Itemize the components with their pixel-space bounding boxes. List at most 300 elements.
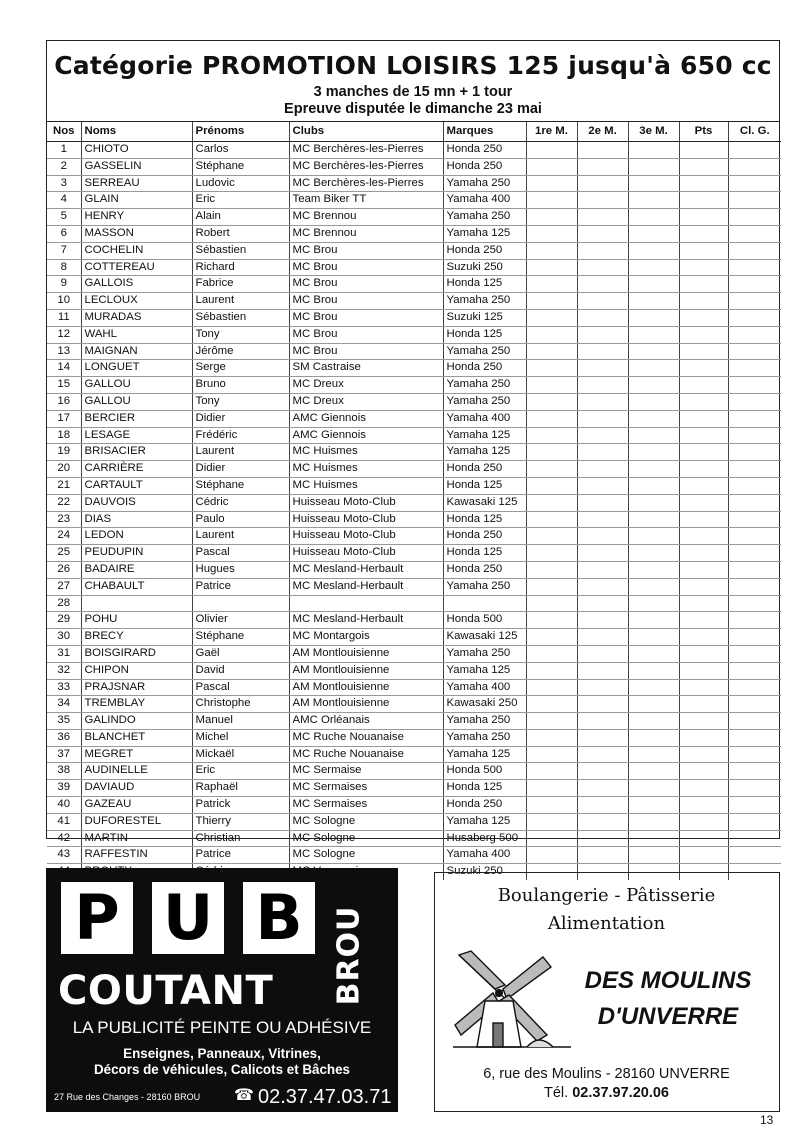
result-manche-1 — [526, 360, 577, 377]
cell-nom: CARTAULT — [81, 477, 192, 494]
cell-num: 18 — [47, 427, 81, 444]
result-manche-1 — [526, 595, 577, 612]
result-points — [679, 578, 728, 595]
result-classement — [728, 612, 781, 629]
cell-marque: Yamaha 125 — [443, 746, 526, 763]
cell-nom: TREMBLAY — [81, 696, 192, 713]
result-classement — [728, 830, 781, 847]
result-classement — [728, 209, 781, 226]
result-points — [679, 696, 728, 713]
cell-marque: Yamaha 250 — [443, 645, 526, 662]
result-manche-3 — [628, 461, 679, 478]
result-classement — [728, 713, 781, 730]
cell-club: AMC Giennois — [289, 427, 443, 444]
cell-nom: DAVIAUD — [81, 780, 192, 797]
pub-services-line1: Enseignes, Panneaux, Vitrines, — [123, 1046, 321, 1061]
ad-pub-coutant — [46, 868, 398, 1112]
result-classement — [728, 410, 781, 427]
table-header-row — [47, 122, 781, 142]
result-manche-3 — [628, 326, 679, 343]
result-points — [679, 242, 728, 259]
result-manche-3 — [628, 662, 679, 679]
result-manche-2 — [577, 713, 628, 730]
result-manche-2 — [577, 360, 628, 377]
header-manche-3: 3e M. — [628, 122, 679, 142]
result-manche-1 — [526, 158, 577, 175]
result-manche-3 — [628, 595, 679, 612]
result-manche-1 — [526, 746, 577, 763]
cell-marque: Yamaha 125 — [443, 444, 526, 461]
cell-nom: DAUVOIS — [81, 494, 192, 511]
result-manche-2 — [577, 192, 628, 209]
cell-prenom: Sébastien — [192, 242, 289, 259]
result-points — [679, 326, 728, 343]
result-manche-3 — [628, 746, 679, 763]
cell-num: 9 — [47, 276, 81, 293]
result-manche-1 — [526, 326, 577, 343]
result-manche-2 — [577, 511, 628, 528]
cell-nom: POHU — [81, 612, 192, 629]
cell-prenom: Tony — [192, 393, 289, 410]
pub-letter-u: U — [152, 882, 224, 954]
cell-num: 7 — [47, 242, 81, 259]
cell-prenom: Cédric — [192, 494, 289, 511]
result-manche-2 — [577, 746, 628, 763]
cell-prenom: Fabrice — [192, 276, 289, 293]
result-manche-2 — [577, 763, 628, 780]
boul-name-line2: D'UNVERRE — [597, 1003, 739, 1030]
result-manche-1 — [526, 175, 577, 192]
result-manche-1 — [526, 427, 577, 444]
cell-marque: Yamaha 250 — [443, 578, 526, 595]
cell-prenom: David — [192, 662, 289, 679]
cell-club: MC Huismes — [289, 444, 443, 461]
cell-marque: Suzuki 250 — [443, 259, 526, 276]
cell-prenom: Manuel — [192, 713, 289, 730]
cell-num: 30 — [47, 629, 81, 646]
cell-marque: Honda 125 — [443, 477, 526, 494]
result-manche-3 — [628, 410, 679, 427]
result-manche-3 — [628, 713, 679, 730]
header-club: Clubs — [289, 122, 443, 142]
result-manche-2 — [577, 259, 628, 276]
cell-nom: BADAIRE — [81, 561, 192, 578]
result-points — [679, 679, 728, 696]
result-manche-3 — [628, 545, 679, 562]
cell-club: MC Ruche Nouanaise — [289, 746, 443, 763]
table-row — [47, 746, 781, 763]
cell-marque: Yamaha 400 — [443, 410, 526, 427]
result-points — [679, 192, 728, 209]
result-manche-1 — [526, 209, 577, 226]
result-points — [679, 293, 728, 310]
boul-heading: Boulangerie - Pâtisserie — [497, 885, 716, 906]
result-manche-2 — [577, 528, 628, 545]
table-row — [47, 158, 781, 175]
cell-marque: Honda 250 — [443, 561, 526, 578]
result-classement — [728, 595, 781, 612]
cell-nom: GALLOU — [81, 377, 192, 394]
cell-prenom: Christian — [192, 830, 289, 847]
table-row — [47, 662, 781, 679]
cell-club: MC Brou — [289, 242, 443, 259]
result-manche-3 — [628, 477, 679, 494]
result-manche-2 — [577, 410, 628, 427]
table-row — [47, 679, 781, 696]
cell-marque: Honda 250 — [443, 360, 526, 377]
cell-num: 3 — [47, 175, 81, 192]
cell-nom: SERREAU — [81, 175, 192, 192]
cell-club: MC Dreux — [289, 377, 443, 394]
boul-name-line1: DES MOULINS — [584, 967, 752, 994]
cell-num: 32 — [47, 662, 81, 679]
cell-club: MC Dreux — [289, 393, 443, 410]
cell-club: AM Montlouisienne — [289, 662, 443, 679]
pub-services-line2: Décors de véhicules, Calicots et Bâches — [93, 1062, 351, 1077]
cell-prenom: Pascal — [192, 545, 289, 562]
result-manche-2 — [577, 578, 628, 595]
page-number: 13 — [760, 1113, 774, 1127]
cell-prenom: Sébastien — [192, 309, 289, 326]
cell-marque: Honda 125 — [443, 326, 526, 343]
cell-club: MC Mesland-Herbault — [289, 578, 443, 595]
result-points — [679, 494, 728, 511]
table-row — [47, 645, 781, 662]
cell-prenom: Thierry — [192, 813, 289, 830]
result-points — [679, 612, 728, 629]
cell-prenom: Serge — [192, 360, 289, 377]
result-manche-2 — [577, 696, 628, 713]
boul-phone-label: Tél. — [544, 1085, 569, 1101]
cell-club: AM Montlouisienne — [289, 679, 443, 696]
cell-nom: MAIGNAN — [81, 343, 192, 360]
cell-num: 31 — [47, 645, 81, 662]
result-classement — [728, 309, 781, 326]
result-manche-3 — [628, 645, 679, 662]
cell-num: 41 — [47, 813, 81, 830]
result-classement — [728, 494, 781, 511]
cell-nom: HENRY — [81, 209, 192, 226]
table-row — [47, 293, 781, 310]
cell-club: Huisseau Moto-Club — [289, 494, 443, 511]
cell-nom: BRISACIER — [81, 444, 192, 461]
result-manche-1 — [526, 461, 577, 478]
result-manche-2 — [577, 158, 628, 175]
result-manche-1 — [526, 511, 577, 528]
cell-marque: Honda 125 — [443, 545, 526, 562]
result-manche-1 — [526, 578, 577, 595]
result-classement — [728, 645, 781, 662]
result-points — [679, 830, 728, 847]
cell-marque: Honda 500 — [443, 763, 526, 780]
table-row — [47, 696, 781, 713]
result-manche-3 — [628, 612, 679, 629]
cell-nom: LONGUET — [81, 360, 192, 377]
result-manche-1 — [526, 494, 577, 511]
cell-prenom: Gaël — [192, 645, 289, 662]
result-classement — [728, 746, 781, 763]
result-points — [679, 528, 728, 545]
result-points — [679, 444, 728, 461]
result-classement — [728, 629, 781, 646]
result-manche-3 — [628, 561, 679, 578]
cell-nom: MARTIN — [81, 830, 192, 847]
result-classement — [728, 729, 781, 746]
cell-marque: Honda 250 — [443, 242, 526, 259]
result-manche-2 — [577, 595, 628, 612]
table-row — [47, 326, 781, 343]
cell-nom: MASSON — [81, 225, 192, 242]
cell-marque: Kawasaki 250 — [443, 696, 526, 713]
cell-club: MC Berchères-les-Pierres — [289, 142, 443, 159]
table-row — [47, 578, 781, 595]
result-manche-1 — [526, 343, 577, 360]
cell-nom: PRAJSNAR — [81, 679, 192, 696]
cell-nom: BRECY — [81, 629, 192, 646]
cell-club: SM Castraise — [289, 360, 443, 377]
result-points — [679, 477, 728, 494]
cell-num: 16 — [47, 393, 81, 410]
cell-club: Huisseau Moto-Club — [289, 545, 443, 562]
cell-nom: GLAIN — [81, 192, 192, 209]
result-manche-1 — [526, 192, 577, 209]
race-date: Epreuve disputée le dimanche 23 mai — [284, 101, 542, 117]
result-manche-2 — [577, 729, 628, 746]
result-classement — [728, 813, 781, 830]
result-points — [679, 847, 728, 864]
cell-num: 24 — [47, 528, 81, 545]
result-manche-1 — [526, 477, 577, 494]
cell-nom: COCHELIN — [81, 242, 192, 259]
table-row — [47, 410, 781, 427]
cell-prenom: Alain — [192, 209, 289, 226]
result-manche-1 — [526, 528, 577, 545]
boul-phone: 02.37.97.20.06 — [572, 1085, 669, 1101]
pub-letter-p: P — [61, 882, 133, 954]
cell-nom: CHIPON — [81, 662, 192, 679]
result-manche-3 — [628, 679, 679, 696]
result-points — [679, 175, 728, 192]
cell-marque: Honda 125 — [443, 780, 526, 797]
result-manche-1 — [526, 545, 577, 562]
cell-marque — [443, 595, 526, 612]
cell-nom: GALLOU — [81, 393, 192, 410]
result-manche-2 — [577, 494, 628, 511]
result-points — [679, 393, 728, 410]
cell-marque: Husaberg 500 — [443, 830, 526, 847]
table-row — [47, 377, 781, 394]
cell-prenom: Pascal — [192, 679, 289, 696]
table-row — [47, 545, 781, 562]
result-classement — [728, 545, 781, 562]
category-title: Catégorie PROMOTION LOISIRS 125 jusqu'à 650 cc — [54, 51, 772, 80]
cell-marque: Yamaha 250 — [443, 729, 526, 746]
result-manche-2 — [577, 629, 628, 646]
cell-num: 12 — [47, 326, 81, 343]
cell-club: MC Brou — [289, 259, 443, 276]
result-classement — [728, 175, 781, 192]
cell-club: Huisseau Moto-Club — [289, 528, 443, 545]
result-points — [679, 545, 728, 562]
result-points — [679, 595, 728, 612]
cell-num: 36 — [47, 729, 81, 746]
header-points: Pts — [679, 122, 728, 142]
table-row — [47, 612, 781, 629]
result-manche-3 — [628, 578, 679, 595]
table-row — [47, 528, 781, 545]
result-manche-1 — [526, 696, 577, 713]
result-classement — [728, 679, 781, 696]
cell-num: 15 — [47, 377, 81, 394]
result-points — [679, 158, 728, 175]
cell-marque: Yamaha 250 — [443, 175, 526, 192]
result-points — [679, 259, 728, 276]
result-manche-3 — [628, 242, 679, 259]
result-manche-2 — [577, 293, 628, 310]
cell-num: 28 — [47, 595, 81, 612]
result-manche-2 — [577, 142, 628, 159]
result-points — [679, 377, 728, 394]
cell-club: MC Brou — [289, 343, 443, 360]
result-points — [679, 662, 728, 679]
result-points — [679, 343, 728, 360]
header-num: Nos — [47, 122, 81, 142]
result-manche-3 — [628, 830, 679, 847]
result-manche-3 — [628, 343, 679, 360]
table-row — [47, 477, 781, 494]
cell-nom: WAHL — [81, 326, 192, 343]
cell-prenom: Olivier — [192, 612, 289, 629]
cell-nom: AUDINELLE — [81, 763, 192, 780]
table-row — [47, 393, 781, 410]
cell-marque: Honda 125 — [443, 511, 526, 528]
cell-nom: DUFORESTEL — [81, 813, 192, 830]
cell-num: 21 — [47, 477, 81, 494]
cell-marque: Suzuki 250 — [443, 864, 526, 880]
result-manche-2 — [577, 309, 628, 326]
cell-num: 34 — [47, 696, 81, 713]
result-manche-3 — [628, 259, 679, 276]
result-classement — [728, 763, 781, 780]
result-manche-3 — [628, 444, 679, 461]
header-prenom: Prénoms — [192, 122, 289, 142]
cell-prenom: Ludovic — [192, 175, 289, 192]
result-manche-1 — [526, 225, 577, 242]
result-points — [679, 629, 728, 646]
result-classement — [728, 326, 781, 343]
result-manche-3 — [628, 780, 679, 797]
boul-address: 6, rue des Moulins - 28160 UNVERRE — [483, 1066, 730, 1082]
result-manche-1 — [526, 847, 577, 864]
result-manche-3 — [628, 393, 679, 410]
cell-prenom: Eric — [192, 763, 289, 780]
header-marque: Marques — [443, 122, 526, 142]
cell-marque: Yamaha 125 — [443, 662, 526, 679]
result-manche-2 — [577, 561, 628, 578]
cell-num: 26 — [47, 561, 81, 578]
cell-nom: COTTEREAU — [81, 259, 192, 276]
result-classement — [728, 192, 781, 209]
result-classement — [728, 293, 781, 310]
cell-marque: Honda 500 — [443, 612, 526, 629]
pub-services — [46, 1046, 398, 1078]
table-row — [47, 192, 781, 209]
result-points — [679, 225, 728, 242]
cell-num: 4 — [47, 192, 81, 209]
result-classement — [728, 780, 781, 797]
table-row — [47, 561, 781, 578]
cell-prenom: Paulo — [192, 511, 289, 528]
result-manche-3 — [628, 528, 679, 545]
cell-marque: Yamaha 250 — [443, 209, 526, 226]
result-manche-2 — [577, 679, 628, 696]
cell-club: AM Montlouisienne — [289, 645, 443, 662]
table-row — [47, 259, 781, 276]
cell-prenom: Raphaël — [192, 780, 289, 797]
cell-num: 37 — [47, 746, 81, 763]
result-classement — [728, 427, 781, 444]
result-classement — [728, 158, 781, 175]
result-manche-2 — [577, 393, 628, 410]
cell-marque: Yamaha 250 — [443, 393, 526, 410]
result-points — [679, 142, 728, 159]
cell-club: MC Huismes — [289, 461, 443, 478]
cell-nom: MURADAS — [81, 309, 192, 326]
header-nom: Noms — [81, 122, 192, 142]
result-points — [679, 461, 728, 478]
result-manche-1 — [526, 293, 577, 310]
cell-prenom: Laurent — [192, 528, 289, 545]
result-points — [679, 276, 728, 293]
result-manche-1 — [526, 662, 577, 679]
table-row — [47, 309, 781, 326]
result-manche-2 — [577, 780, 628, 797]
cell-prenom: Didier — [192, 410, 289, 427]
cell-club: MC Sologne — [289, 813, 443, 830]
cell-num: 2 — [47, 158, 81, 175]
result-points — [679, 209, 728, 226]
result-manche-1 — [526, 276, 577, 293]
cell-num: 29 — [47, 612, 81, 629]
result-points — [679, 309, 728, 326]
result-classement — [728, 528, 781, 545]
result-manche-2 — [577, 444, 628, 461]
result-classement — [728, 343, 781, 360]
result-manche-3 — [628, 729, 679, 746]
result-manche-2 — [577, 209, 628, 226]
result-classement — [728, 578, 781, 595]
cell-club: MC Sologne — [289, 847, 443, 864]
cell-club — [289, 595, 443, 612]
result-points — [679, 427, 728, 444]
result-manche-2 — [577, 326, 628, 343]
cell-nom: LESAGE — [81, 427, 192, 444]
result-manche-3 — [628, 696, 679, 713]
cell-marque: Suzuki 125 — [443, 309, 526, 326]
cell-marque: Yamaha 250 — [443, 377, 526, 394]
result-manche-3 — [628, 847, 679, 864]
result-manche-3 — [628, 209, 679, 226]
table-row — [47, 511, 781, 528]
table-row — [47, 780, 781, 797]
result-manche-1 — [526, 645, 577, 662]
cell-nom: BLANCHET — [81, 729, 192, 746]
result-manche-3 — [628, 377, 679, 394]
result-manche-1 — [526, 377, 577, 394]
cell-nom: LEDON — [81, 528, 192, 545]
table-row — [47, 729, 781, 746]
table-row — [47, 797, 781, 814]
